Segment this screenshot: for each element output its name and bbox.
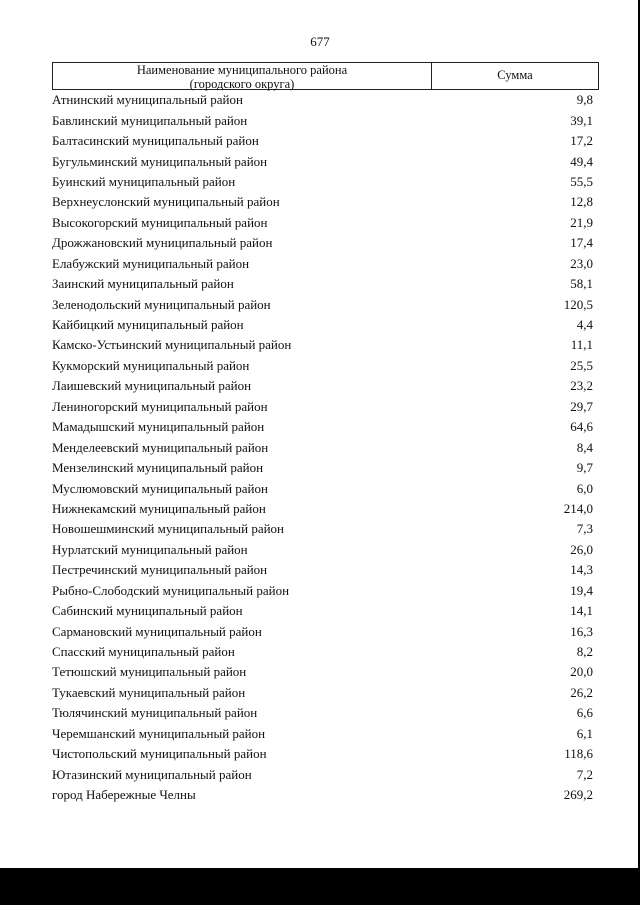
district-sum: 58,1 bbox=[570, 276, 593, 292]
table-row bbox=[52, 519, 593, 539]
district-sum: 14,3 bbox=[570, 562, 593, 578]
header-sum-column: Сумма bbox=[497, 68, 533, 82]
district-name: Заинский муниципальный район bbox=[52, 276, 234, 292]
district-sum: 29,7 bbox=[570, 398, 593, 414]
table-body bbox=[52, 90, 593, 805]
district-sum: 120,5 bbox=[563, 296, 593, 312]
district-name: Сабинский муниципальный район bbox=[52, 603, 243, 619]
district-name: Тукаевский муниципальный район bbox=[52, 684, 246, 700]
district-sum: 214,0 bbox=[563, 500, 593, 516]
district-name: Кукморский муниципальный район bbox=[52, 357, 250, 373]
table-row bbox=[52, 662, 593, 682]
district-name: Камско-Устьинский муниципальный район bbox=[52, 337, 292, 353]
district-sum: 4,4 bbox=[576, 317, 593, 333]
district-sum: 49,4 bbox=[570, 153, 593, 169]
table-row bbox=[52, 601, 593, 621]
table-row bbox=[52, 335, 593, 355]
table-row bbox=[52, 151, 593, 171]
district-name: Ютазинский муниципальный район bbox=[52, 766, 252, 782]
district-sum: 7,2 bbox=[576, 766, 593, 782]
district-sum: 6,0 bbox=[576, 480, 593, 496]
district-name: Пестречинский муниципальный район bbox=[52, 562, 268, 578]
district-name: Буинский муниципальный район bbox=[52, 173, 236, 189]
table-row bbox=[52, 581, 593, 601]
district-sum: 25,5 bbox=[570, 357, 593, 373]
district-name: Мамадышский муниципальный район bbox=[52, 419, 265, 435]
table-row bbox=[52, 90, 593, 110]
district-name: Мензелинский муниципальный район bbox=[52, 460, 264, 476]
district-sum: 55,5 bbox=[570, 173, 593, 189]
district-sum: 64,6 bbox=[570, 419, 593, 435]
district-name: Балтасинский муниципальный район bbox=[52, 133, 259, 149]
district-sum: 7,3 bbox=[576, 521, 593, 537]
district-name: Высокогорский муниципальный район bbox=[52, 214, 268, 230]
district-name: Чистопольский муниципальный район bbox=[52, 746, 267, 762]
district-name: Новошешминский муниципальный район bbox=[52, 521, 285, 537]
district-sum: 19,4 bbox=[570, 582, 593, 598]
district-sum: 16,3 bbox=[570, 623, 593, 639]
table-row bbox=[52, 683, 593, 703]
table-row bbox=[52, 744, 593, 764]
table-row bbox=[52, 172, 593, 192]
district-name: Муслюмовский муниципальный район bbox=[52, 480, 268, 496]
table-row bbox=[52, 724, 593, 744]
district-sum: 14,1 bbox=[570, 603, 593, 619]
table-row bbox=[52, 703, 593, 723]
district-name: Спасский муниципальный район bbox=[52, 644, 235, 660]
table-row bbox=[52, 458, 593, 478]
district-sum: 11,1 bbox=[570, 337, 593, 353]
table-row bbox=[52, 560, 593, 580]
page-number: 677 bbox=[310, 34, 330, 49]
table-row bbox=[52, 192, 593, 212]
district-name: Рыбно-Слободский муниципальный район bbox=[52, 582, 290, 598]
table-row bbox=[52, 437, 593, 457]
district-sum: 269,2 bbox=[563, 787, 593, 803]
district-name: Бавлинский муниципальный район bbox=[52, 112, 248, 128]
table-row bbox=[52, 376, 593, 396]
district-name: Нурлатский муниципальный район bbox=[52, 541, 248, 557]
header-name-column bbox=[53, 63, 432, 89]
district-sum: 6,1 bbox=[576, 725, 593, 741]
district-name: Зеленодольский муниципальный район bbox=[52, 296, 271, 312]
district-sum: 118,6 bbox=[564, 746, 593, 762]
table-row bbox=[52, 315, 593, 335]
table-row bbox=[52, 110, 593, 130]
header-name-line2: (городского округа) bbox=[189, 77, 295, 91]
table-header bbox=[52, 62, 599, 90]
table-row bbox=[52, 642, 593, 662]
district-name: Черемшанский муниципальный район bbox=[52, 725, 266, 741]
table-row bbox=[52, 764, 593, 784]
district-name: Сармановский муниципальный район bbox=[52, 623, 262, 639]
district-name: Лаишевский муниципальный район bbox=[52, 378, 252, 394]
table-row bbox=[52, 213, 593, 233]
district-name: Тетюшский муниципальный район bbox=[52, 664, 247, 680]
district-name: Нижнекамский муниципальный район bbox=[52, 500, 266, 516]
district-name: Кайбицкий муниципальный район bbox=[52, 317, 244, 333]
district-sum: 20,0 bbox=[570, 664, 593, 680]
district-sum: 39,1 bbox=[570, 112, 593, 128]
district-sum: 26,0 bbox=[570, 541, 593, 557]
district-sum: 9,8 bbox=[576, 92, 593, 108]
district-sum: 26,2 bbox=[570, 684, 593, 700]
district-name: Атнинский муниципальный район bbox=[52, 92, 243, 108]
district-name: Елабужский муниципальный район bbox=[52, 255, 250, 271]
table-row bbox=[52, 621, 593, 641]
table-row bbox=[52, 274, 593, 294]
table-row bbox=[52, 233, 593, 253]
district-name: Тюлячинский муниципальный район bbox=[52, 705, 258, 721]
table-row bbox=[52, 294, 593, 314]
table-row bbox=[52, 131, 593, 151]
table-row bbox=[52, 254, 593, 274]
district-sum: 23,0 bbox=[570, 255, 593, 271]
scan-bottom-bar bbox=[0, 868, 640, 905]
table-row bbox=[52, 499, 593, 519]
table-row bbox=[52, 540, 593, 560]
district-sum: 9,7 bbox=[576, 460, 593, 476]
district-name: город Набережные Челны bbox=[52, 787, 196, 803]
district-sum: 8,2 bbox=[576, 644, 593, 660]
table-row bbox=[52, 417, 593, 437]
district-name: Бугульминский муниципальный район bbox=[52, 153, 268, 169]
district-name: Верхнеуслонский муниципальный район bbox=[52, 194, 280, 210]
district-name: Менделеевский муниципальный район bbox=[52, 439, 269, 455]
district-sum: 8,4 bbox=[576, 439, 593, 455]
district-sum: 6,6 bbox=[576, 705, 593, 721]
table-row bbox=[52, 785, 593, 805]
table-row bbox=[52, 478, 593, 498]
district-sum: 12,8 bbox=[570, 194, 593, 210]
table-row bbox=[52, 356, 593, 376]
district-sum: 21,9 bbox=[570, 214, 593, 230]
district-sum: 17,4 bbox=[570, 235, 593, 251]
district-name: Дрожжановский муниципальный район bbox=[52, 235, 273, 251]
header-name-line1: Наименование муниципального района bbox=[136, 63, 348, 77]
district-sum: 17,2 bbox=[570, 133, 593, 149]
table-row bbox=[52, 397, 593, 417]
district-name: Лениногорский муниципальный район bbox=[52, 398, 268, 414]
district-sum: 23,2 bbox=[570, 378, 593, 394]
